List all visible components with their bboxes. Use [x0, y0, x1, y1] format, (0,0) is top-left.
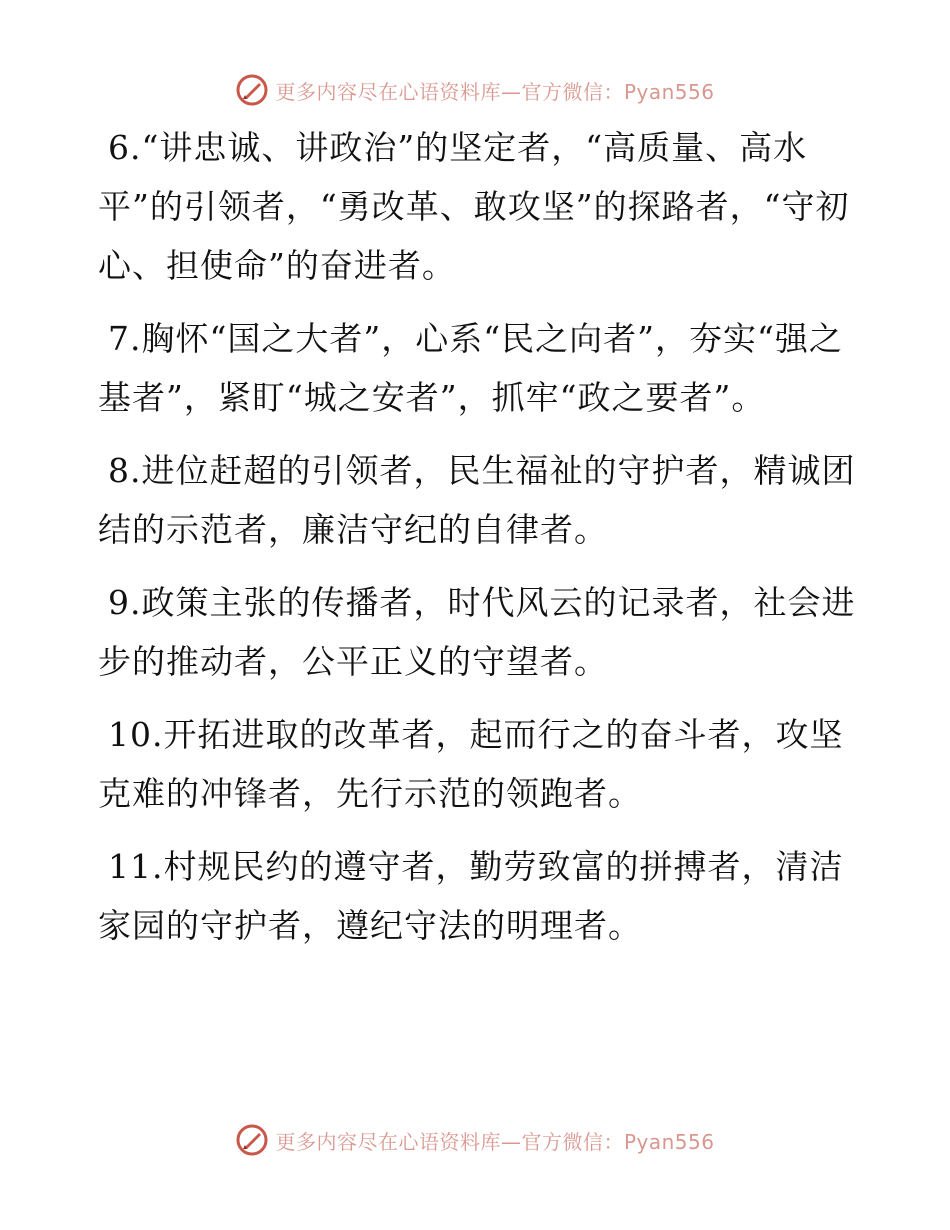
quill-seal-icon: [235, 1123, 269, 1157]
item-number: 6.: [108, 128, 142, 167]
list-item: [98, 441, 858, 559]
list-item: [98, 573, 858, 691]
list-item: [98, 309, 858, 427]
list-item: [98, 118, 858, 295]
item-number: 8.: [108, 451, 142, 490]
item-text: “讲忠诚、讲政治”的坚定者，“高质量、高水平”的引领者，“勇改革、敢攻坚”的探路者，“守初心、担使命”的奋进者。: [98, 128, 850, 285]
item-text: 胸怀“国之大者”，心系“民之向者”，夯实“强之基者”，紧盯“城之安者”，抓牢“政之要者”。: [98, 319, 843, 417]
item-text: 开拓进取的改革者，起而行之的奋斗者，攻坚克难的冲锋者，先行示范的领跑者。: [98, 715, 844, 813]
item-text: 政策主张的传播者，时代风云的记录者，社会进步的推动者，公平正义的守望者。: [98, 583, 856, 681]
quill-seal-icon: [235, 73, 269, 107]
list-item: [98, 837, 858, 955]
document-body: [98, 118, 858, 969]
list-item: [98, 705, 858, 823]
header-banner: [0, 70, 950, 110]
item-text: 村规民约的遵守者，勤劳致富的拼搏者，清洁家园的守护者，遵纪守法的明理者。: [98, 847, 844, 945]
item-number: 9.: [108, 583, 142, 622]
footer-banner-text: 更多内容尽在心语资料库—官方微信：Pyan556: [275, 1129, 715, 1154]
item-text: 进位赶超的引领者，民生福祉的守护者，精诚团结的示范者，廉洁守纪的自律者。: [98, 451, 856, 549]
header-banner-text: 更多内容尽在心语资料库—官方微信：Pyan556: [275, 79, 715, 104]
footer-banner: [0, 1120, 950, 1160]
item-number: 11.: [108, 847, 164, 886]
item-number: 7.: [108, 319, 142, 358]
item-number: 10.: [108, 715, 164, 754]
